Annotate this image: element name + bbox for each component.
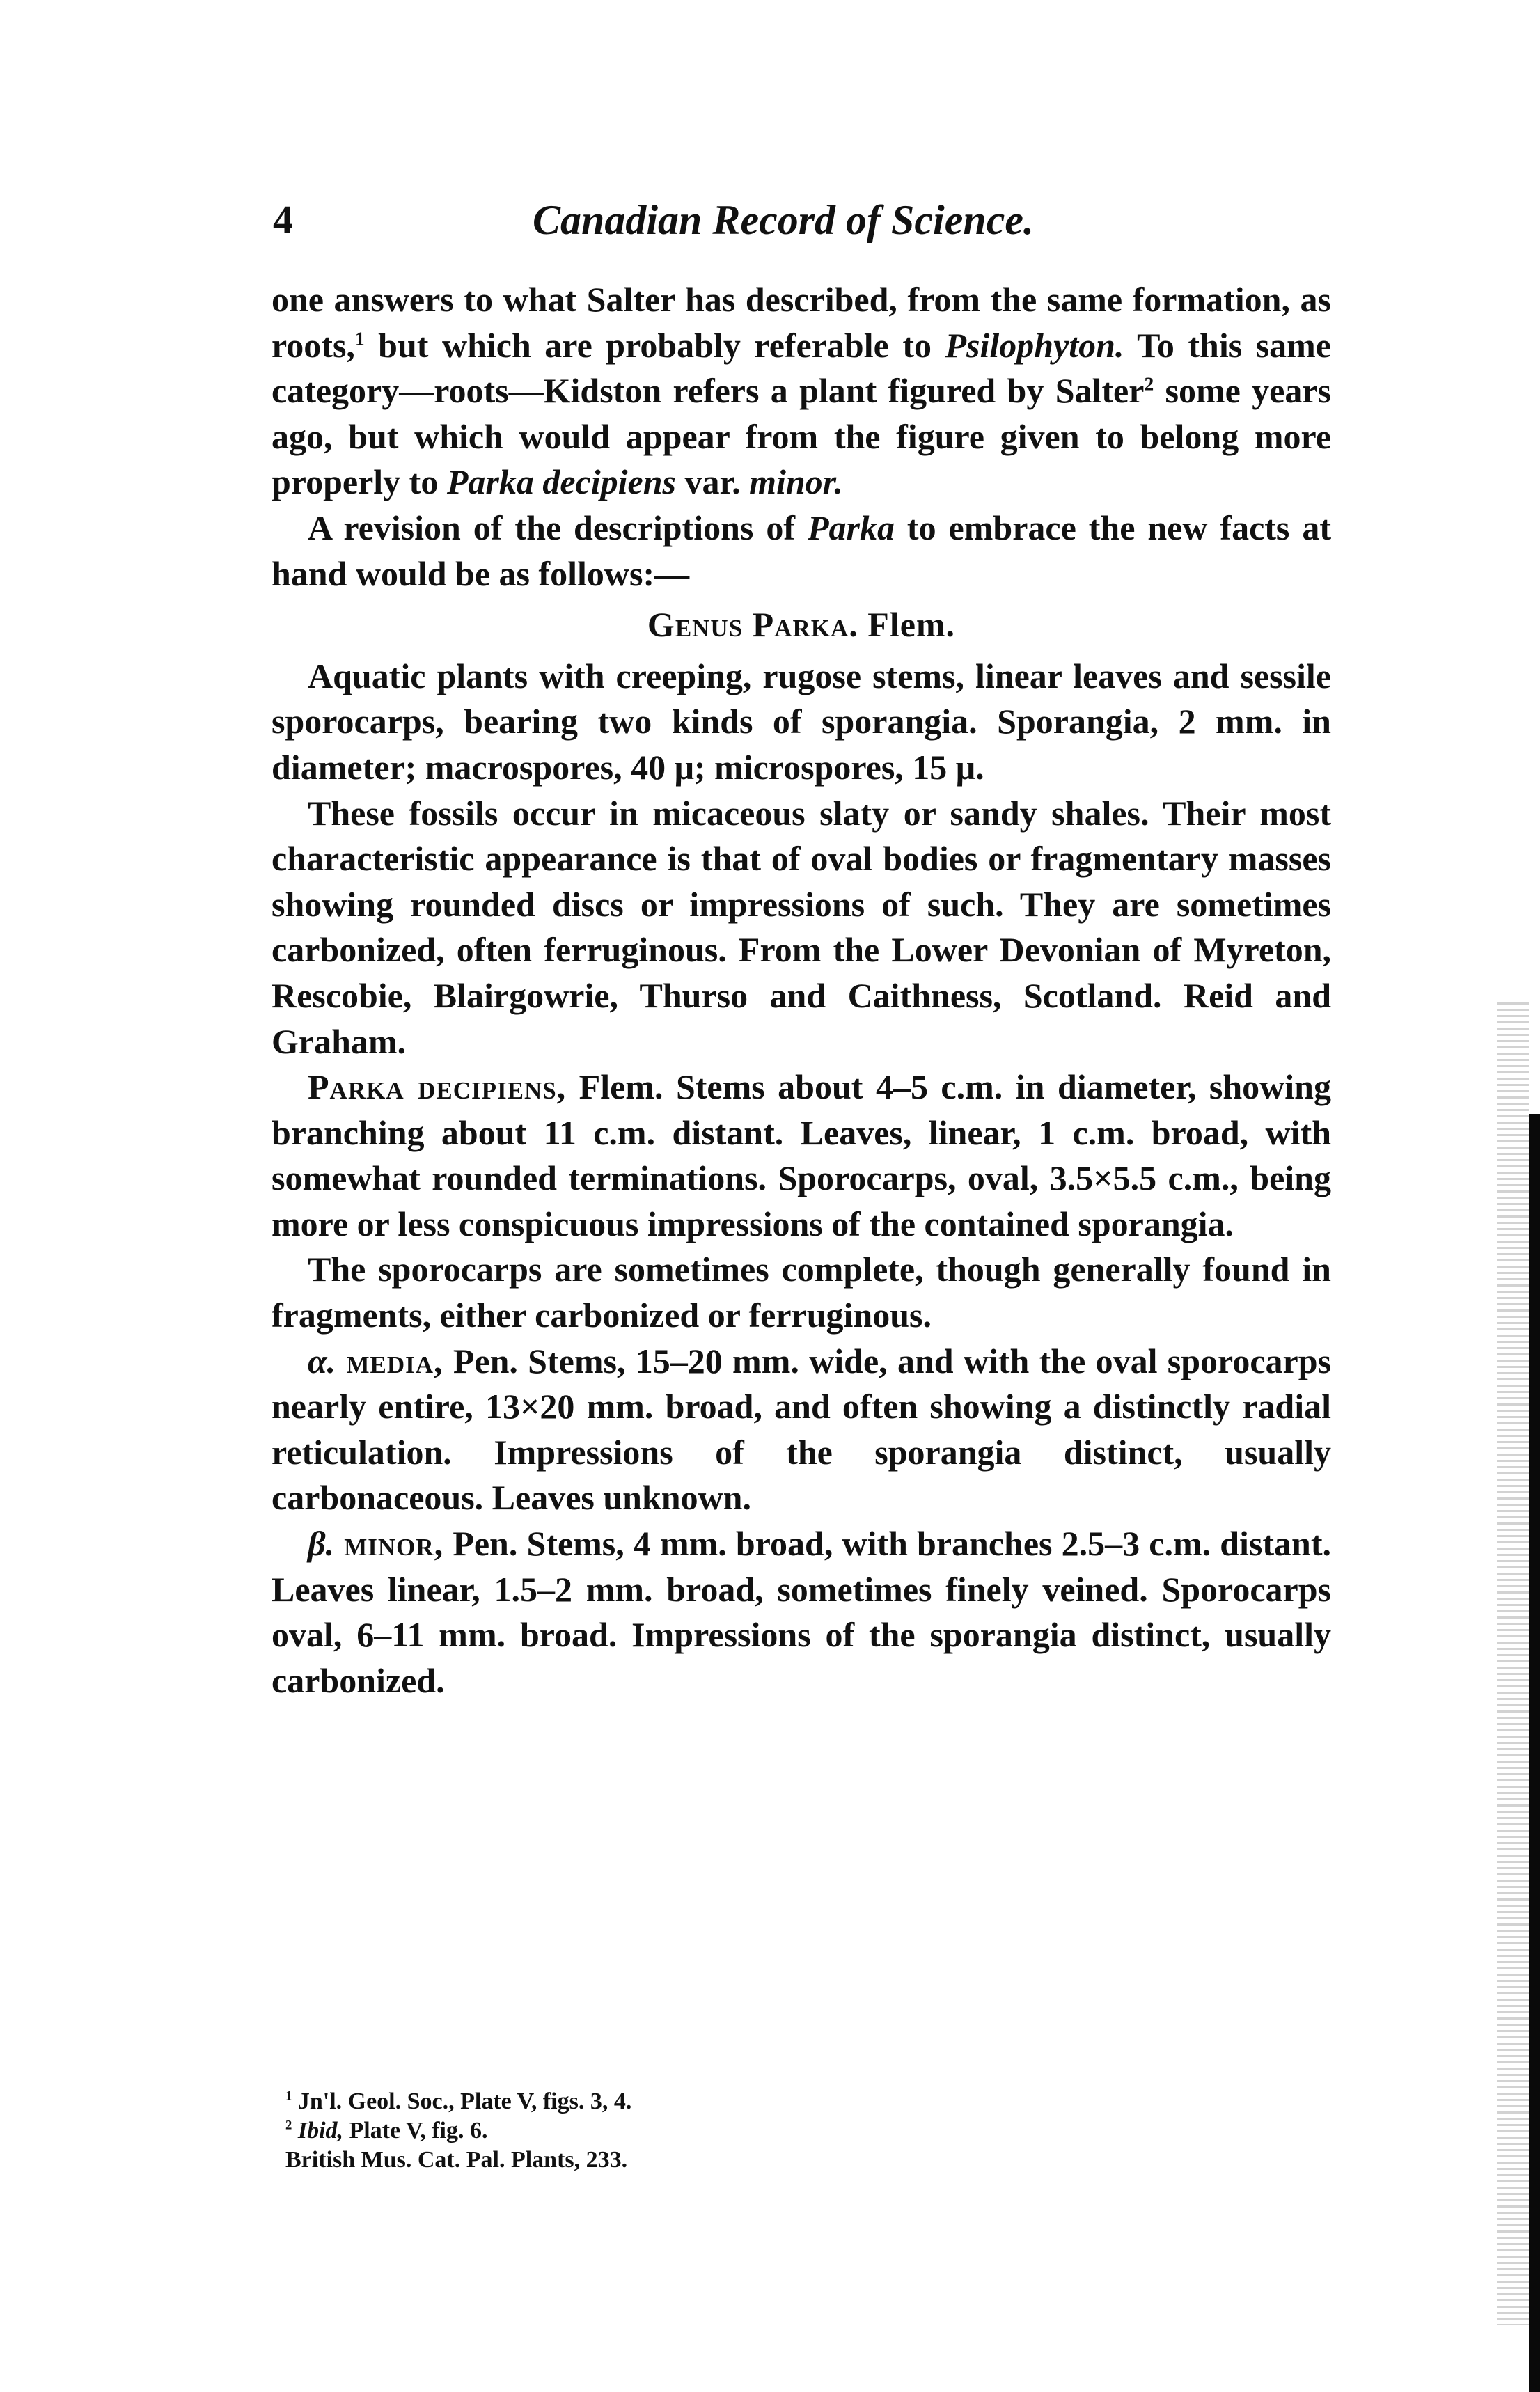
p2-text-2: to embrace the new facts at hand would be as follows:— (272, 507, 1331, 593)
p1-text-5: var. (675, 462, 750, 502)
journal-title: Canadian Record of Science. (533, 197, 1034, 243)
footnote-ref-2: 2 (1144, 372, 1154, 395)
variety-alpha-mark: α. (308, 1341, 336, 1380)
footnote-ref-1: 1 (354, 326, 365, 349)
species-parka-decipiens: Parka decipiens, (308, 1067, 567, 1107)
footnote-1 (285, 2087, 1121, 2116)
genus-heading-name: Genus Parka. (647, 605, 858, 645)
p1-text-3: To this same category—roots—Kidston refers a plant figured by Salter (272, 325, 1332, 411)
variety-media: media, (336, 1341, 443, 1380)
footnote-1-text: Jn'l. Geol. Soc., Plate V, figs. 3, 4. (292, 2088, 632, 2114)
p1-italic-minor: minor. (749, 462, 843, 502)
scan-margin-noise (1497, 1002, 1529, 2325)
p1-text-1: one answers to what Salter has described, from the same formation, as roots, (272, 280, 1331, 365)
paragraph-8 (272, 1521, 1331, 1703)
footnote-1-mark: 1 (285, 2088, 292, 2104)
paragraph-2 (272, 505, 1331, 597)
paragraph-5 (272, 1064, 1331, 1247)
p1-text-2: but which are probably referable to (364, 325, 945, 365)
variety-minor: minor, (334, 1524, 444, 1564)
running-head (273, 196, 1331, 259)
genus-heading (272, 602, 1331, 648)
paragraph-6: The sporocarps are sometimes complete, though generally found in fragments, either carbonized or ferruginous. (272, 1250, 1331, 1335)
paragraph-7 (272, 1339, 1331, 1521)
p2-text-1: A revision of the descriptions of (308, 507, 808, 547)
p5-text: Flem. Stems about 4–5 c.m. in diameter, showing branching about 11 c.m. distant. Leaves, linear, 1 c.m. broad, with somewhat rounded terminations. Sporocarps, oval, 3.5×5.5 c.m., being more or less conspicuous impressions of the contained sporangia. (272, 1067, 1331, 1243)
footnote-3 (285, 2146, 1121, 2175)
p1-italic-psilophyton: Psilophyton. (945, 325, 1124, 365)
paragraph-3: Aquatic plants with creeping, rugose stems, linear leaves and sessile sporocarps, bearing two kinds of sporangia. Sporangia, 2 mm. in diameter; macrospores, 40 μ; microspores, 15 μ. (272, 656, 1331, 787)
paragraph-1 (272, 277, 1331, 505)
paragraph-4: These fossils occur in micaceous slaty or sandy shales. Their most characteristic appearance is that of oval bodies or fragmentary masses showing rounded discs or impressions of such. They are sometimes carbonized, often ferruginous. From the Lower Devonian of Myreton, Rescobie, Blairgowrie, Thurso and Caithness, Scotland. Reid and Graham. (272, 793, 1331, 1061)
p1-text-4: some years ago, but which would appear from the figure given to belong more properly to (272, 371, 1331, 502)
footnote-2-mark: 2 (285, 2118, 292, 2133)
page-number: 4 (273, 197, 293, 242)
variety-beta-mark: β. (308, 1524, 335, 1564)
footnote-3-text: British Mus. Cat. Pal. Plants, 233. (285, 2147, 628, 2173)
p1-italic-parka-decipiens: Parka decipiens (446, 462, 676, 502)
scan-binding-edge (1529, 1114, 1540, 2392)
footnotes (285, 2087, 1121, 2175)
p7-text: Pen. Stems, 15–20 mm. wide, and with the oval sporocarps nearly entire, 13×20 mm. broad, and often showing a distinctly radial reticulation. Impressions of the sporangia distinct, usually carbonaceous. Leaves unknown. (272, 1341, 1331, 1518)
footnote-2-ibid: Ibid, (292, 2118, 344, 2143)
p2-italic-parka: Parka (807, 507, 895, 547)
footnote-2-text: Plate V, fig. 6. (343, 2118, 488, 2143)
footnote-2 (285, 2116, 1121, 2146)
p8-text: Pen. Stems, 4 mm. broad, with branches 2.5–3 c.m. distant. Leaves linear, 1.5–2 mm. broad, sometimes finely veined. Sporocarps oval, 6–11 mm. broad. Impressions of the sporangia distinct, usually carbonized. (272, 1524, 1331, 1700)
body-text (272, 277, 1331, 1703)
genus-heading-author: Flem. (858, 605, 956, 645)
